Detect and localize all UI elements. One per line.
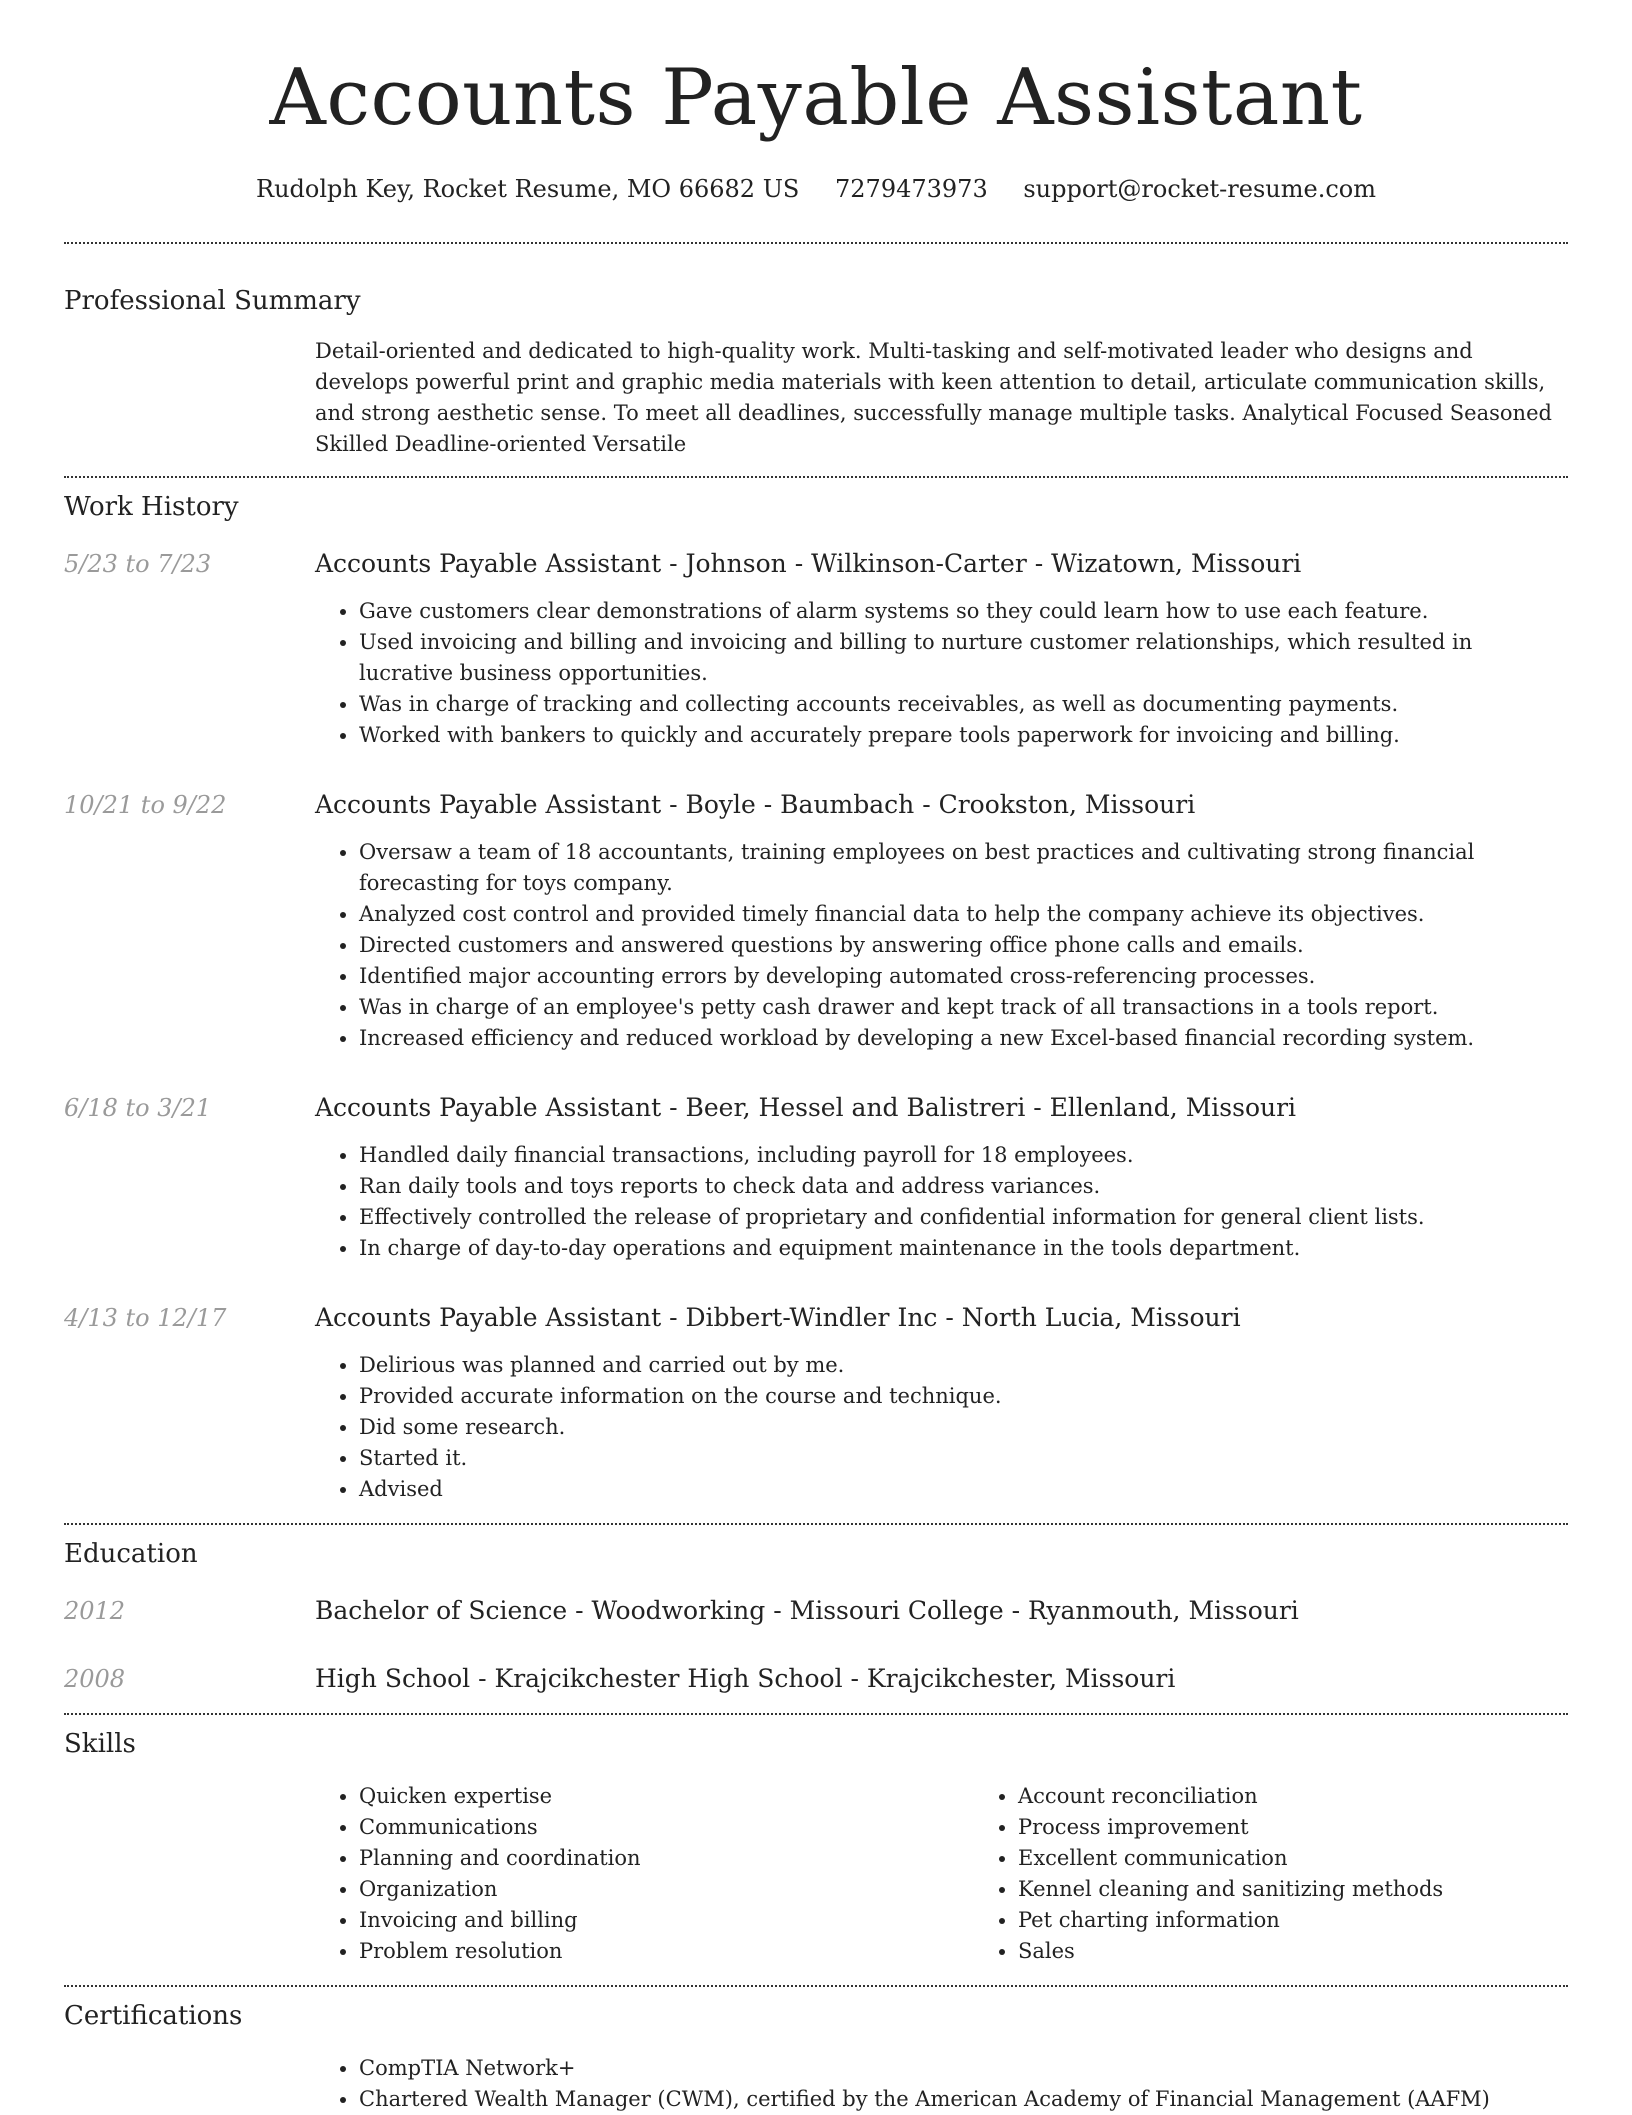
- section-divider: [64, 1523, 1568, 1525]
- job-entry: [64, 1302, 1568, 1505]
- skill-item: • Planning and coordination: [359, 1843, 974, 1874]
- job-bullet: • Worked with bankers to quickly and accurately prepare tools paperwork for invoicing and billing.: [359, 720, 1568, 751]
- education-section: [64, 1537, 1568, 1695]
- job-dates: 4/13 to 12/17: [64, 1304, 227, 1332]
- skills-list-left: [315, 1781, 974, 1967]
- education-text: High School - Krajcikchester High School - Krajcikchester, Missouri: [315, 1664, 1176, 1693]
- job-bullet: • Advised: [359, 1474, 1568, 1505]
- skill-item: • Communications: [359, 1812, 974, 1843]
- job-bullet: • Increased efficiency and reduced workload by developing a new Excel-based financial recording system.: [359, 1023, 1568, 1054]
- job-bullet: • Was in charge of tracking and collecting accounts receivables, as well as documenting payments.: [359, 689, 1568, 720]
- certifications-list: [315, 2053, 1568, 2115]
- job-bullet: • Did some research.: [359, 1412, 1568, 1443]
- job-bullet: • Directed customers and answered questions by answering office phone calls and emails.: [359, 930, 1568, 961]
- certifications-heading: Certifications: [64, 2001, 243, 2031]
- contact-phone: 7279473973: [835, 175, 988, 203]
- certification-item: • CompTIA Network+: [359, 2053, 1568, 2084]
- summary-heading: Professional Summary: [64, 286, 361, 316]
- education-entry: [64, 1663, 1568, 1695]
- skill-item: • Organization: [359, 1874, 974, 1905]
- skills-heading: Skills: [64, 1729, 136, 1759]
- education-year: 2012: [64, 1597, 126, 1625]
- resume-page: [64, 0, 1568, 2115]
- job-bullet: • Delirious was planned and carried out by me.: [359, 1350, 1568, 1381]
- education-text: Bachelor of Science - Woodworking - Missouri College - Ryanmouth, Missouri: [315, 1596, 1299, 1625]
- education-entry: [64, 1595, 1568, 1627]
- job-bullet: • Started it.: [359, 1443, 1568, 1474]
- work-history-section: [64, 490, 1568, 1505]
- job-bullet: • Handled daily financial transactions, including payroll for 18 employees.: [359, 1140, 1568, 1171]
- job-dates: 5/23 to 7/23: [64, 550, 212, 578]
- skill-item: • Excellent communication: [1018, 1843, 1632, 1874]
- skill-item: • Kennel cleaning and sanitizing methods: [1018, 1874, 1632, 1905]
- job-title: Accounts Payable Assistant - Johnson - Wilkinson-Carter - Wizatown, Missouri: [315, 549, 1302, 578]
- skill-item: • Sales: [1018, 1936, 1632, 1967]
- contact-email: support@rocket-resume.com: [1023, 175, 1376, 203]
- job-bullets: [315, 1350, 1568, 1505]
- summary-section: [64, 284, 1568, 460]
- skills-list-right: [974, 1781, 1632, 1967]
- section-divider: [64, 1985, 1568, 1987]
- section-divider: [64, 476, 1568, 478]
- job-bullet: • Effectively controlled the release of proprietary and confidential information for general client lists.: [359, 1202, 1568, 1233]
- job-title: Accounts Payable Assistant - Boyle - Baumbach - Crookston, Missouri: [315, 790, 1196, 819]
- section-divider: [64, 242, 1568, 244]
- contact-address: Rudolph Key, Rocket Resume, MO 66682 US: [256, 175, 800, 203]
- work-history-heading: Work History: [64, 492, 239, 522]
- skills-section: [64, 1727, 1568, 1967]
- skill-item: • Quicken expertise: [359, 1781, 974, 1812]
- skill-item: • Pet charting information: [1018, 1905, 1632, 1936]
- contact-line: [64, 172, 1568, 206]
- job-entry: [64, 548, 1568, 751]
- job-bullet: • Gave customers clear demonstrations of alarm systems so they could learn how to use each feature.: [359, 596, 1568, 627]
- education-year: 2008: [64, 1665, 126, 1693]
- job-bullet: • Was in charge of an employee's petty cash drawer and kept track of all transactions in a tools report.: [359, 992, 1568, 1023]
- education-heading: Education: [64, 1539, 198, 1569]
- job-bullets: [315, 596, 1568, 751]
- skill-item: • Account reconciliation: [1018, 1781, 1632, 1812]
- section-divider: [64, 1713, 1568, 1715]
- job-title: Accounts Payable Assistant - Beer, Hessel and Balistreri - Ellenland, Missouri: [315, 1093, 1297, 1122]
- job-bullets: [315, 837, 1568, 1054]
- job-dates: 10/21 to 9/22: [64, 791, 227, 819]
- summary-text: Detail-oriented and dedicated to high-quality work. Multi-tasking and self-motivated leader who designs and develops powerful print and graphic media materials with keen attention to detail, articulate communication skills, and strong aesthetic sense. To meet all deadlines, successfully manage multiple tasks. Analytical Focused Seasoned Skilled Deadline-oriented Versatile: [315, 339, 1552, 456]
- skill-item: • Invoicing and billing: [359, 1905, 974, 1936]
- job-bullet: • Provided accurate information on the course and technique.: [359, 1381, 1568, 1412]
- skill-item: • Problem resolution: [359, 1936, 974, 1967]
- certification-item: • Chartered Wealth Manager (CWM), certified by the American Academy of Financial Management (AAFM): [359, 2084, 1568, 2115]
- job-dates: 6/18 to 3/21: [64, 1094, 212, 1122]
- job-entry: [64, 789, 1568, 1054]
- skill-item: • Process improvement: [1018, 1812, 1632, 1843]
- job-bullet: • In charge of day-to-day operations and equipment maintenance in the tools department.: [359, 1233, 1568, 1264]
- job-bullet: • Analyzed cost control and provided timely financial data to help the company achieve its objectives.: [359, 899, 1568, 930]
- job-bullets: [315, 1140, 1568, 1264]
- job-bullet: • Identified major accounting errors by developing automated cross-referencing processes.: [359, 961, 1568, 992]
- job-bullet: • Used invoicing and billing and invoicing and billing to nurture customer relationships, which resulted in lucrative business opportunities.: [359, 627, 1568, 689]
- job-bullet: • Ran daily tools and toys reports to check data and address variances.: [359, 1171, 1568, 1202]
- resume-title: Accounts Payable Assistant: [269, 53, 1363, 143]
- certifications-section: [64, 1999, 1568, 2115]
- job-bullet: • Oversaw a team of 18 accountants, training employees on best practices and cultivating strong financial forecasting for toys company.: [359, 837, 1568, 899]
- job-entry: [64, 1092, 1568, 1264]
- job-title: Accounts Payable Assistant - Dibbert-Windler Inc - North Lucia, Missouri: [315, 1303, 1241, 1332]
